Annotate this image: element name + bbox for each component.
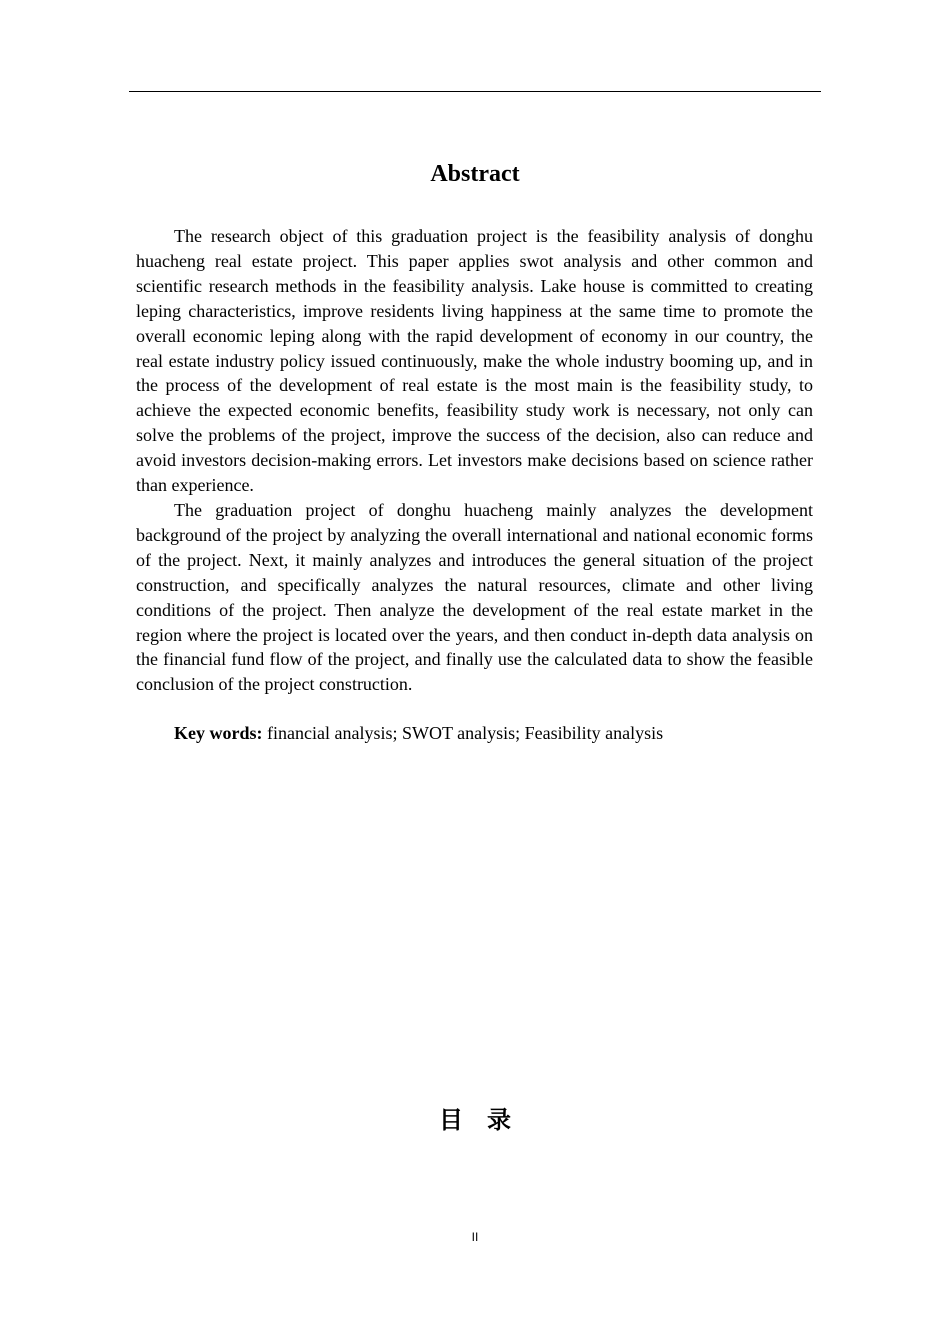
abstract-title: Abstract	[430, 161, 520, 187]
abstract-paragraph-1: The research object of this graduation project is the feasibility analysis of donghu huacheng real estate project. This paper applies swot analysis and other common and scientific research methods in the feasibility analysis. Lake house is committed to creating leping characteristics, improve residents living happiness at the same time to promote the overall economic leping along with the rapid development of economy in our country, the real estate industry policy issued continuously, make the whole industry booming up, and in the process of the development of real estate is the most main is the feasibility study, to achieve the expected economic benefits, feasibility study work is necessary, not only can solve the problems of the project, improve the success of the decision, also can reduce and avoid investors decision-making errors. Let investors make decisions based on science rather than experience.	[136, 226, 813, 496]
keywords-label: Key words:	[174, 723, 263, 743]
keywords-line	[174, 721, 813, 746]
abstract-paragraph-2: The graduation project of donghu huacheng mainly analyzes the development background of the project by analyzing the overall international and national economic forms of the project. Next, it mainly analyzes and introduces the general situation of the project construction, and specifically analyzes the natural resources, climate and other living conditions of the project. Then analyze the development of the real estate market in the region where the project is located over the years, and then conduct in-depth data analysis on the financial fund flow of the project, and finally use the calculated data to show the feasible conclusion of the project construction.	[136, 499, 813, 695]
abstract-body	[136, 224, 813, 697]
keywords-text: financial analysis; SWOT analysis; Feasibility analysis	[267, 723, 664, 743]
toc-title: 目录	[439, 1106, 535, 1134]
header-rule	[129, 91, 821, 92]
page-number: II	[471, 1230, 479, 1244]
